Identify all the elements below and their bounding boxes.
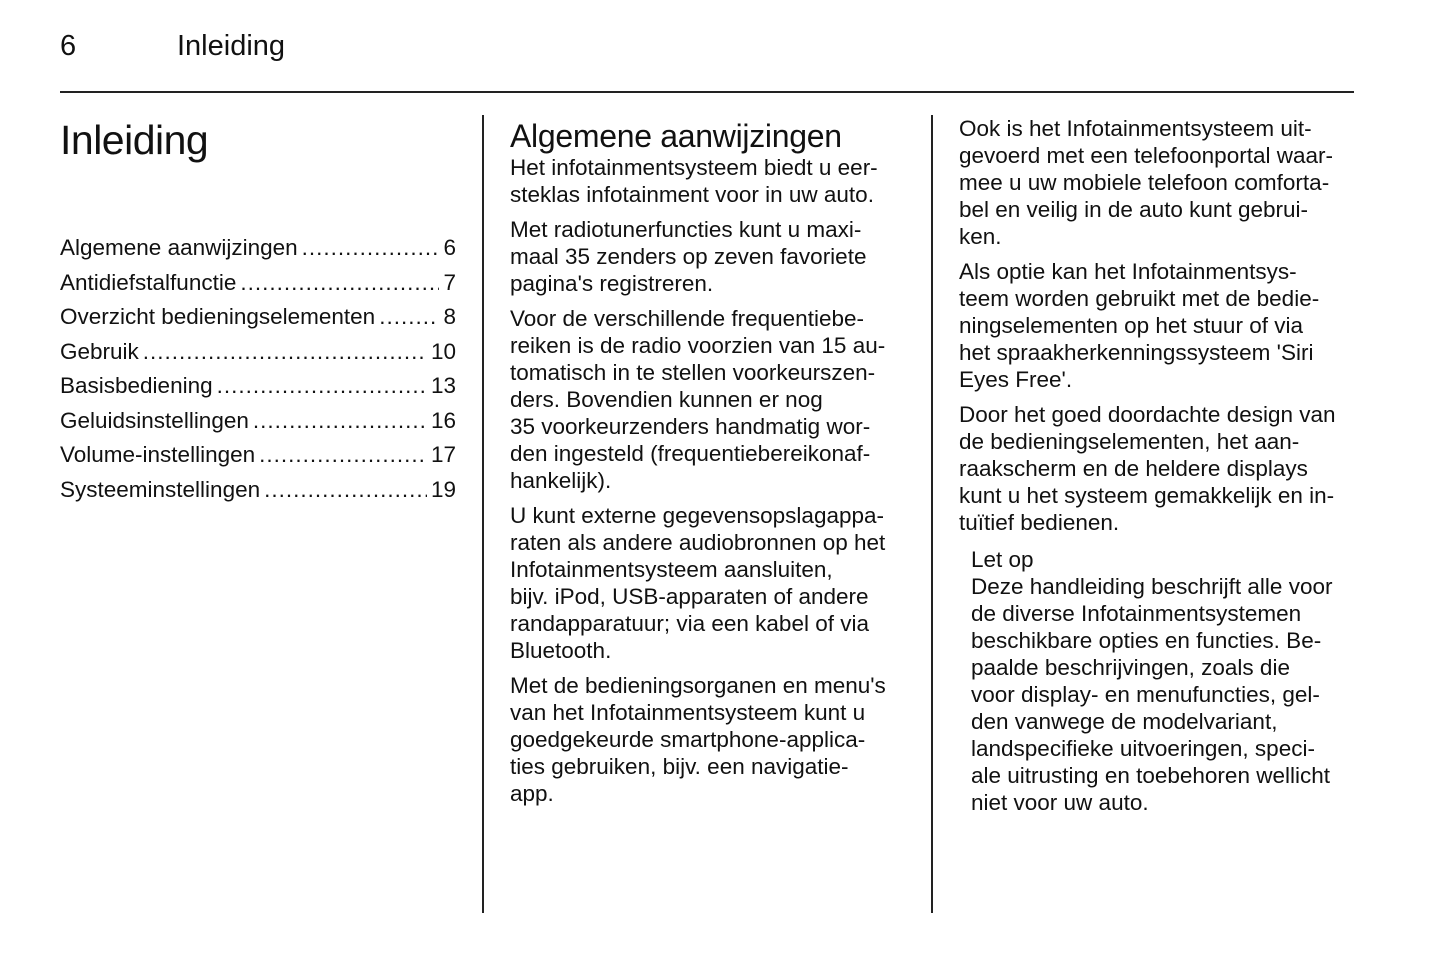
toc-leader <box>264 476 427 503</box>
toc-page: 6 <box>443 235 456 260</box>
column-divider <box>482 115 484 913</box>
paragraph: Ook is het Infotainmentsysteem uit- gevoerd met een telefoonportal waar- mee u uw mobiele telefoon comforta- bel en veilig in de auto kunt gebrui- ken. <box>959 116 1333 249</box>
toc-leader <box>379 303 439 330</box>
toc-page: 10 <box>430 338 456 364</box>
toc-entry[interactable] <box>60 269 456 304</box>
toc-entry[interactable] <box>60 372 456 407</box>
left-column <box>60 112 456 510</box>
paragraph: Met de bedieningsorganen en menu's van het Infotainmentsysteem kunt u goedgekeurde smartphone-applica- ties gebruiken, bijv. een navigatie- app. <box>510 673 886 806</box>
paragraph: Door het goed doordachte design van de bedieningselementen, het aan- raakscherm en de heldere displays kunt u het systeem gemakkelijk en in- tuïtief bedienen. <box>959 402 1336 535</box>
toc-leader <box>259 441 427 468</box>
column-divider <box>931 115 933 913</box>
note-box <box>971 546 1359 816</box>
running-header: Inleiding <box>177 30 286 62</box>
chapter-title: Inleiding <box>60 117 209 163</box>
toc-label: Antidiefstalfunctie <box>60 269 237 295</box>
toc-label: Systeeminstellingen <box>60 476 261 502</box>
note-text: Deze handleiding beschrijft alle voor de diverse Infotainmentsystemen beschikbare opties en functies. Be- paalde beschrijvingen, zoals die voor display- en menufuncties, gel- den vanwege de modelvariant, landspecifieke uitvoeringen, speci- ale uitrusting en toebehoren wellicht niet voor uw auto. <box>971 574 1333 815</box>
note-title: Let op <box>971 547 1034 572</box>
toc-page: 13 <box>430 373 456 398</box>
toc-leader <box>302 234 440 261</box>
toc-leader <box>253 407 427 434</box>
toc-page: 17 <box>430 442 456 467</box>
toc-label: Algemene aanwijzingen <box>60 235 298 260</box>
paragraph: Voor de verschillende frequentiebe- reiken is de radio voorzien van 15 au- tomatisch in te stellen voorkeurszen- ders. Bovendien kunnen er nog 35 voorkeurzenders handmatig wor- den ingesteld (frequentiebereikonaf- hankelijk). <box>510 306 886 493</box>
toc-entry[interactable] <box>60 234 456 269</box>
toc-label: Volume-instellingen <box>60 442 256 467</box>
toc-page: 7 <box>443 269 456 295</box>
section-heading: Algemene aanwijzingen <box>510 118 842 154</box>
toc-leader <box>143 338 427 365</box>
toc-page: 19 <box>430 476 456 502</box>
paragraph: Het infotainmentsysteem biedt u eer- steklas infotainment voor in uw auto. <box>510 155 878 207</box>
toc-page: 8 <box>443 304 456 329</box>
toc-entry[interactable] <box>60 441 456 476</box>
toc-entry[interactable] <box>60 476 456 511</box>
table-of-contents <box>60 234 456 510</box>
middle-column <box>510 112 910 815</box>
paragraph: U kunt externe gegevensopslagappa- raten als andere audiobronnen op het Infotainmentsysteem aansluiten, bijv. iPod, USB-apparaten of andere randapparatuur; via een kabel of via Bluetooth. <box>510 503 886 663</box>
toc-page: 16 <box>430 407 456 433</box>
toc-entry[interactable] <box>60 407 456 442</box>
toc-label: Gebruik <box>60 338 139 364</box>
paragraph: Met radiotunerfuncties kunt u maxi- maal 35 zenders op zeven favoriete pagina's registreren. <box>510 217 867 296</box>
page-number: 6 <box>60 30 77 62</box>
header-rule <box>60 91 1354 93</box>
toc-entry[interactable] <box>60 303 456 338</box>
paragraph: Als optie kan het Infotainmentsys- teem worden gebruikt met de bedie- ningselementen op het stuur of via het spraakherkenningssysteem 'Siri Eyes Free'. <box>959 259 1320 392</box>
right-column <box>959 112 1359 824</box>
toc-leader <box>240 269 439 296</box>
toc-label: Geluidsinstellingen <box>60 407 249 433</box>
toc-label: Overzicht bedieningselementen <box>60 304 376 329</box>
toc-leader <box>217 372 427 399</box>
toc-entry[interactable] <box>60 338 456 373</box>
toc-label: Basisbediening <box>60 373 213 398</box>
